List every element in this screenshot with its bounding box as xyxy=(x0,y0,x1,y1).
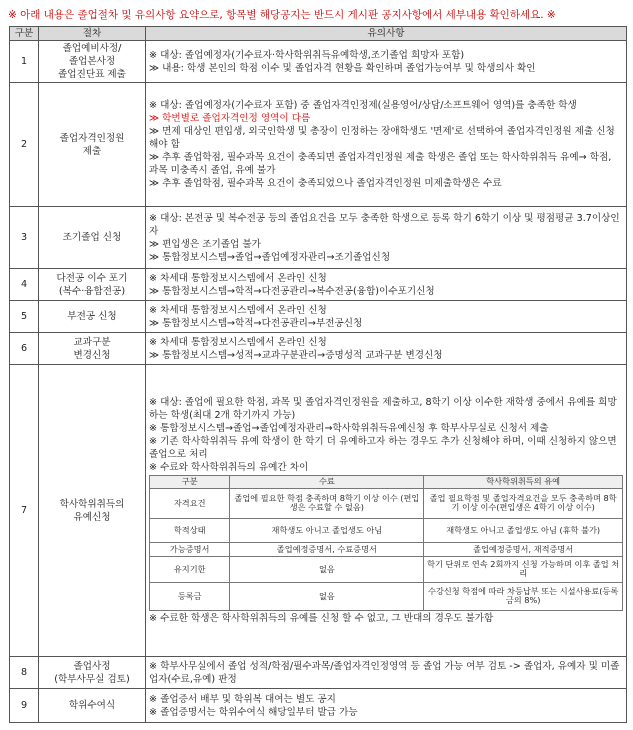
step-line: 졸업본사정 xyxy=(68,56,116,67)
step-line: 변경신청 xyxy=(73,349,111,361)
comparison-table xyxy=(149,475,623,611)
comparison-cell: 졸업에 필요한 학점 충족하며 8학기 이상 이수 (편입생은 수료할 수 없음) xyxy=(230,488,424,518)
comparison-header-cell: 수료 xyxy=(230,476,424,489)
row-num: 8 xyxy=(10,657,39,689)
step-line: (학부사무실 검토) xyxy=(54,673,130,685)
step-line: 학사학위취득의 xyxy=(59,498,125,510)
row-step xyxy=(39,269,146,301)
step-line: 다전공 이수 포기 xyxy=(56,272,128,284)
row-num: 7 xyxy=(10,365,39,657)
note-line: ※ 차세대 통합정보시스템에서 온라인 신청 xyxy=(149,336,327,348)
note-line: ≫ 학번별로 졸업자격인정 영역이 다름 xyxy=(149,113,311,124)
comparison-header-cell: 구분 xyxy=(150,476,230,489)
row-step xyxy=(39,333,146,365)
comparison-cell: 재학생도 아니고 졸업생도 아님 xyxy=(230,518,424,542)
row-num: 5 xyxy=(10,301,39,333)
table-header-row xyxy=(10,27,627,41)
row-note xyxy=(146,269,627,301)
comparison-cell: 졸업예정증명서, 재적증명서 xyxy=(424,542,623,556)
note-line: ※ 기존 학사학위취득 유예 학생이 한 학기 더 유예하고자 하는 경우도 추가 신청해야 하며, 이때 신청하지 않으면 졸업으로 처리 xyxy=(149,436,617,461)
row-num: 1 xyxy=(10,41,39,83)
notice-banner: ※ 아래 내용은 졸업절차 및 유의사항 요약으로, 항목별 해당공지는 반드시 게시판 공지사항에서 세부내용 확인하세요. ※ xyxy=(8,9,556,21)
note-line: ※ 학부사무실에서 졸업 성적/학점/필수과목/졸업자격인정영역 등 졸업 가능 여부 검토 -> 졸업자, 유예자 및 미졸업자(수료,유예) 판정 xyxy=(149,660,620,685)
row-step xyxy=(39,365,146,657)
note-line: ≫ 통합정보시스템→졸업→졸업예정자관리→조기졸업신청 xyxy=(149,251,391,263)
table-row xyxy=(10,301,627,333)
step-line: 졸업예비사정/ xyxy=(62,43,122,54)
comparison-cell: 졸업예정증명서, 수료증명서 xyxy=(230,542,424,556)
row-num: 9 xyxy=(10,689,39,723)
note-line: ≫ 추후 졸업학점, 필수과목 요건이 충족되었으나 졸업자격인정원 미제출학생은 수료 xyxy=(149,178,502,189)
step-line: 부전공 신청 xyxy=(67,311,117,322)
step-line: 조기졸업 신청 xyxy=(62,232,122,243)
header-num: 구분 xyxy=(10,27,39,41)
comparison-row xyxy=(150,518,623,542)
table-row xyxy=(10,41,627,83)
row-note xyxy=(146,83,627,207)
row-step xyxy=(39,207,146,269)
comparison-cell: 학기 단위로 연속 2회까지 신청 가능하며 이후 졸업 처리 xyxy=(424,556,623,582)
note-line: ≫ 추후 졸업학점, 필수과목 요건이 충족되면 졸업자격인정원 제출 학생은 졸업 또는 학사학위취득 유예→ 학점, 과목 미충족시 졸업, 유예 불가 xyxy=(149,152,612,176)
comparison-cell: 가능증명서 xyxy=(150,542,230,556)
note-line: ※ 수료와 학사학위취득의 유예간 차이 xyxy=(149,462,309,474)
table-row xyxy=(10,269,627,301)
note-line: ≫ 통합정보시스템→학적→다전공관리→복수전공(융합)이수포기신청 xyxy=(149,285,435,297)
comparison-row xyxy=(150,582,623,610)
note-line: ※ 대상: 졸업에 필요한 학점, 과목 및 졸업자격인정원을 제출하고, 8학기 이상 이수한 재학생 중에서 유예를 희망하는 학생(최대 2개 학기까지 가능) xyxy=(149,397,617,422)
note-line: ≫ 면제 대상인 편입생, 외국인학생 및 총장이 인정하는 장애학생도 '면제'로 선택하여 졸업자격인정원 제출 신청해야 함 xyxy=(149,126,615,150)
table-row xyxy=(10,83,627,207)
comparison-row xyxy=(150,542,623,556)
table-row xyxy=(10,207,627,269)
comparison-row xyxy=(150,556,623,582)
step-line: 학위수여식 xyxy=(68,700,116,711)
table-row xyxy=(10,333,627,365)
note-line: ≫ 통합정보시스템→성적→교과구분관리→증명성적 교과구분 변경신청 xyxy=(149,349,443,361)
note-line: ※ 대상: 졸업예정자(기수료자 포함) 중 졸업자격인정제(실용영어/상담/소프트웨어 영역)를 충족한 학생 xyxy=(149,100,577,111)
comparison-cell: 재학생도 아니고 졸업생도 아님 (휴학 불가) xyxy=(424,518,623,542)
note-line: ≫ 편입생은 조기졸업 불가 xyxy=(149,238,261,250)
header-step: 절차 xyxy=(39,27,146,41)
comparison-cell: 없음 xyxy=(230,556,424,582)
row-note xyxy=(146,365,627,657)
header-note: 유의사항 xyxy=(146,27,627,41)
graduation-procedure-table xyxy=(9,26,627,723)
step-line: (복수·융합전공) xyxy=(58,285,126,297)
row-num: 6 xyxy=(10,333,39,365)
step-line: 제출 xyxy=(82,145,102,157)
step-line: 졸업진단표 제출 xyxy=(58,69,126,80)
note-line: ※ 대상: 본전공 및 복수전공 등의 졸업요건을 모두 충족한 학생으로 등록 학기 6학기 이상 및 평점평균 3.7이상인 자 xyxy=(149,212,620,237)
row-note xyxy=(146,41,627,83)
row-num: 4 xyxy=(10,269,39,301)
comparison-cell: 졸업 필요학점 및 졸업자격요건을 모두 충족하며 8학기 이상 이수(편입생은 4학기 이상 이수) xyxy=(424,488,623,518)
comparison-cell: 수강신청 학점에 따라 차등납부 또는 시설사용료(등록금의 8%) xyxy=(424,582,623,610)
row-step xyxy=(39,689,146,723)
row-note xyxy=(146,301,627,333)
comparison-cell: 자격요건 xyxy=(150,488,230,518)
step-line: 교과구분 xyxy=(73,336,111,348)
row-num: 2 xyxy=(10,83,39,207)
note-line: ※ 수료한 학생은 학사학위취득의 유예를 신청 할 수 없고, 그 반대의 경우도 불가함 xyxy=(149,612,494,624)
row-step xyxy=(39,41,146,83)
table-row xyxy=(10,689,627,723)
note-line: ※ 차세대 통합정보시스템에서 온라인 신청 xyxy=(149,272,327,284)
note-line: ≫ 통합정보시스템→학적→다전공관리→부전공신청 xyxy=(149,317,363,329)
row-step xyxy=(39,83,146,207)
row-step xyxy=(39,657,146,689)
step-line: 유예신청 xyxy=(73,511,111,523)
comparison-row xyxy=(150,488,623,518)
step-line: 졸업사정 xyxy=(73,660,111,672)
comparison-header-cell: 학사학위취득의 유예 xyxy=(424,476,623,489)
row-note xyxy=(146,207,627,269)
comparison-cell: 학적상태 xyxy=(150,518,230,542)
comparison-cell: 등록금 xyxy=(150,582,230,610)
row-num: 3 xyxy=(10,207,39,269)
note-line: ※ 통합정보시스템→졸업→졸업예정자관리→학사학위취득유예신청 후 학부사무실로 신청서 제출 xyxy=(149,423,549,435)
note-line: ※ 차세대 통합정보시스템에서 온라인 신청 xyxy=(149,304,327,316)
comparison-cell: 유지기한 xyxy=(150,556,230,582)
row-note xyxy=(146,689,627,723)
note-line: ※ 대상: 졸업예정자(기수료자·학사학위취득유예학생,조기졸업 희망자 포함) xyxy=(149,49,465,61)
note-line: ≫ 내용: 학생 본인의 학점 이수 및 졸업자격 현황을 확인하며 졸업가능여부 및 학생의사 확인 xyxy=(149,62,536,74)
table-row xyxy=(10,657,627,689)
comparison-cell: 없음 xyxy=(230,582,424,610)
row-step xyxy=(39,301,146,333)
note-line: ※ 졸업증서 배부 및 학위복 대여는 별도 공지 xyxy=(149,693,336,705)
row-note xyxy=(146,657,627,689)
table-row xyxy=(10,365,627,657)
step-line: 졸업자격인정원 xyxy=(59,132,125,144)
comparison-header xyxy=(150,476,623,489)
table-body xyxy=(10,41,627,723)
note-line: ※ 졸업증명서는 학위수여식 해당일부터 발급 가능 xyxy=(149,706,358,718)
row-note xyxy=(146,333,627,365)
